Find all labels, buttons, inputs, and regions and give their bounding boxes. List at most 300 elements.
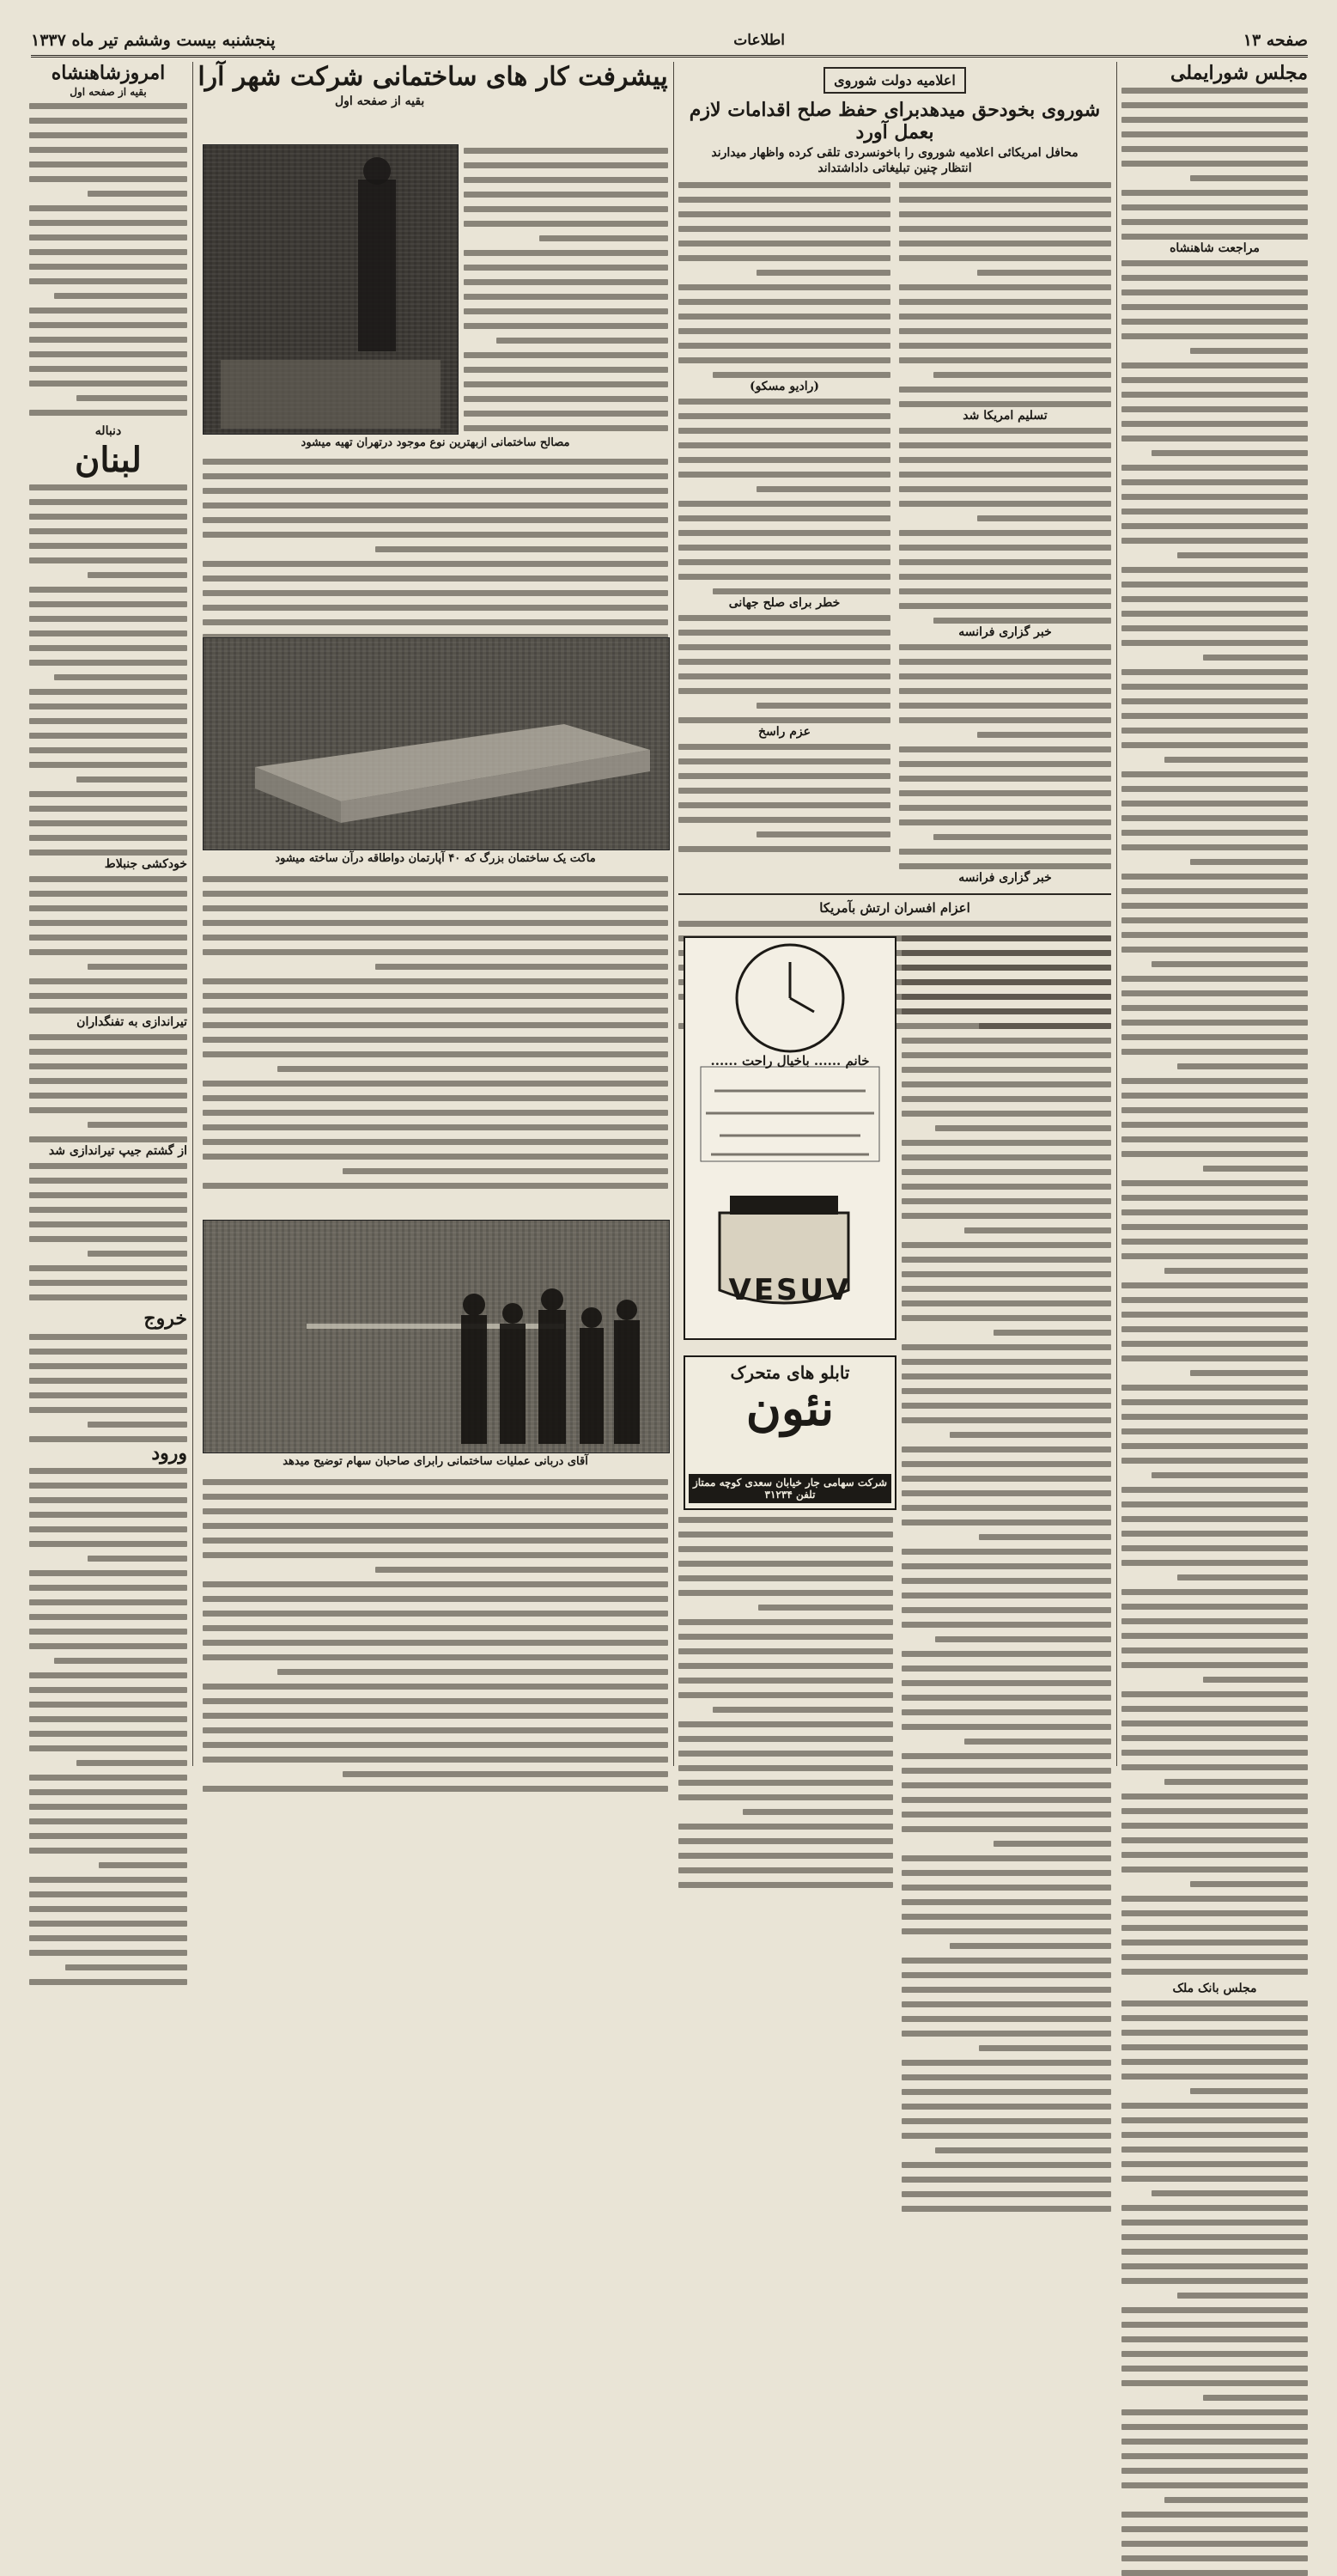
text-line — [899, 241, 1111, 247]
text-line — [203, 1757, 668, 1763]
continuation-label: دنباله — [94, 424, 122, 439]
text-line — [464, 411, 668, 417]
text-line — [29, 132, 187, 138]
text-line — [1121, 406, 1308, 412]
text-line — [899, 387, 1111, 393]
text-line — [902, 1928, 1111, 1934]
text-line — [678, 688, 890, 694]
text-line — [203, 920, 668, 926]
text-line — [29, 630, 187, 636]
text-line — [1121, 1326, 1308, 1332]
text-line — [29, 264, 187, 270]
text-line — [29, 1906, 187, 1912]
text-line — [1121, 1443, 1308, 1449]
text-line — [899, 343, 1111, 349]
text-line — [678, 211, 890, 217]
column-rule — [1116, 62, 1117, 1766]
soviet-statement-box: اعلامیه دولت شوروی — [823, 67, 966, 94]
text-line — [1121, 1487, 1308, 1493]
text-line — [29, 850, 187, 856]
text-line — [678, 1663, 893, 1669]
text-line — [203, 473, 668, 479]
text-line — [678, 1721, 893, 1727]
text-line — [678, 1867, 893, 1873]
text-line — [203, 1684, 668, 1690]
text-line — [1121, 844, 1308, 850]
text-line — [277, 1066, 668, 1072]
text-line — [1121, 1355, 1308, 1361]
text-line — [1121, 523, 1308, 529]
caption-model: ماکت یک ساختمان بزرگ که ۴۰ آپارتمان دواطاقه درآن ساخته میشود — [275, 852, 596, 865]
text-line — [29, 1349, 187, 1355]
text-line — [902, 935, 1111, 941]
text-line — [902, 1271, 1111, 1277]
text-line — [464, 162, 668, 168]
continued-note-left: بقیه از صفحه اول — [70, 86, 147, 99]
text-line — [1121, 161, 1308, 167]
text-line — [1121, 771, 1308, 777]
text-line — [88, 191, 187, 197]
text-line — [899, 588, 1111, 594]
text-line — [902, 1958, 1111, 1964]
text-line — [1121, 1560, 1308, 1566]
text-line — [203, 1139, 668, 1145]
text-line — [203, 1786, 668, 1792]
headline-soviet: شوروی بخودحق میدهدبرای حفظ صلح اقدامات لازم بعمل آورد — [689, 99, 1101, 144]
text-line — [1121, 640, 1308, 646]
text-line — [29, 1468, 187, 1474]
text-line — [902, 1724, 1111, 1730]
text-line — [1121, 1764, 1308, 1770]
headline-shahr-ara: پیشرفت کار های ساختمانی شرکت شهر آرا — [198, 62, 668, 92]
text-line — [29, 1265, 187, 1271]
text-block — [29, 873, 187, 1014]
text-line — [902, 1242, 1111, 1248]
text-line — [203, 1037, 668, 1043]
text-line — [1121, 947, 1308, 953]
text-line — [1121, 319, 1308, 325]
text-line — [29, 1789, 187, 1795]
text-line — [203, 1742, 668, 1748]
text-line — [1121, 289, 1308, 295]
text-block — [678, 612, 890, 723]
text-line — [902, 2016, 1111, 2022]
text-line — [29, 905, 187, 911]
text-line — [902, 1184, 1111, 1190]
text-line — [1152, 2190, 1308, 2196]
text-line — [29, 1392, 187, 1398]
text-line — [29, 528, 187, 534]
text-line — [203, 876, 668, 882]
ad-neon — [684, 1355, 896, 1510]
text-line — [29, 278, 187, 284]
text-line — [1121, 2249, 1308, 2255]
text-line — [277, 1669, 668, 1675]
text-line — [933, 618, 1111, 624]
text-line — [902, 1154, 1111, 1160]
text-line — [203, 1081, 668, 1087]
text-line — [678, 802, 890, 808]
text-line — [902, 2074, 1111, 2080]
text-line — [29, 835, 187, 841]
text-line — [203, 1581, 668, 1587]
text-line — [203, 619, 668, 625]
text-line — [902, 2162, 1111, 2168]
text-line — [464, 352, 668, 358]
text-line — [29, 410, 187, 416]
text-line — [902, 1373, 1111, 1379]
text-line — [1121, 275, 1308, 281]
text-line — [1121, 1399, 1308, 1405]
text-line — [902, 2191, 1111, 2197]
text-line — [678, 1517, 893, 1523]
text-line — [994, 1841, 1111, 1847]
text-line — [1121, 1662, 1308, 1668]
text-line — [902, 2001, 1111, 2007]
text-line — [203, 1698, 668, 1704]
text-line — [29, 1833, 187, 1839]
text-block — [1121, 84, 1308, 240]
headline-lebanon: لبنان — [75, 440, 142, 481]
text-line — [899, 357, 1111, 363]
text-line — [678, 328, 890, 334]
column-rule — [673, 62, 674, 1766]
subhead-jumblatt: خودکشی جنبلاط — [104, 857, 187, 872]
text-line — [1121, 1195, 1308, 1201]
text-block — [1121, 257, 1308, 1975]
text-line — [203, 1183, 668, 1189]
text-line — [203, 605, 668, 611]
text-line — [29, 1512, 187, 1518]
text-line — [1121, 567, 1308, 573]
text-line — [1121, 2278, 1308, 2284]
text-line — [1121, 304, 1308, 310]
text-line — [29, 1334, 187, 1340]
text-line — [1121, 465, 1308, 471]
text-line — [29, 557, 187, 563]
text-line — [1190, 1881, 1308, 1887]
text-block — [899, 424, 1111, 624]
text-line — [203, 517, 668, 523]
text-line — [29, 1207, 187, 1213]
text-line — [1121, 1969, 1308, 1975]
text-line — [1121, 874, 1308, 880]
text-line — [1121, 131, 1308, 137]
text-line — [1164, 1779, 1308, 1785]
text-line — [678, 357, 890, 363]
text-line — [1121, 2015, 1308, 2021]
text-line — [1121, 234, 1308, 240]
text-line — [899, 863, 1111, 869]
text-line — [1121, 1691, 1308, 1697]
text-line — [203, 488, 668, 494]
column-majlis — [1121, 62, 1308, 1996]
text-line — [950, 1432, 1111, 1438]
text-line — [899, 717, 1111, 723]
text-line — [678, 1619, 893, 1625]
radio-moscow: (رادیو مسکو) — [749, 379, 820, 393]
text-line — [29, 949, 187, 955]
text-line — [1121, 1078, 1308, 1084]
text-line — [29, 103, 187, 109]
text-line — [29, 718, 187, 724]
text-line — [203, 978, 668, 984]
text-line — [678, 530, 890, 536]
headline-shahanshah: امروزشاهنشاه — [51, 62, 166, 84]
text-line — [1121, 596, 1308, 602]
text-line — [935, 2147, 1111, 2153]
text-line — [1121, 479, 1308, 485]
text-line — [899, 457, 1111, 463]
text-line — [203, 575, 668, 582]
text-line — [1164, 757, 1308, 763]
headline-majlis: مجلس شورایملی — [1170, 62, 1308, 84]
subhead-afp-2: خبر گزاری فرانسه — [958, 870, 1052, 885]
text-line — [1121, 2205, 1308, 2211]
text-line — [29, 616, 187, 622]
text-line — [29, 1599, 187, 1605]
text-line — [29, 161, 187, 167]
text-line — [1121, 1735, 1308, 1741]
text-line — [1121, 582, 1308, 588]
text-line — [902, 1300, 1111, 1306]
text-line — [977, 270, 1111, 276]
text-line — [1121, 2453, 1308, 2459]
text-line — [1121, 1531, 1308, 1537]
text-line — [1121, 1093, 1308, 1099]
text-line — [1121, 932, 1308, 938]
text-line — [1121, 1793, 1308, 1800]
text-line — [678, 1882, 893, 1888]
text-line — [902, 1870, 1111, 1876]
text-line — [203, 1494, 668, 1500]
text-line — [1121, 742, 1308, 748]
text-line — [678, 241, 890, 247]
text-line — [464, 250, 668, 256]
text-line — [29, 876, 187, 882]
text-line — [29, 543, 187, 549]
text-line — [899, 659, 1111, 665]
text-line — [678, 1736, 893, 1742]
text-line — [464, 367, 668, 373]
text-line — [902, 1768, 1111, 1774]
text-line — [1121, 1618, 1308, 1624]
text-line — [29, 1497, 187, 1503]
text-line — [678, 817, 890, 823]
text-line — [678, 428, 890, 434]
text-line — [678, 1678, 893, 1684]
text-line — [1121, 917, 1308, 923]
text-line — [899, 819, 1111, 825]
text-line — [29, 978, 187, 984]
text-block — [899, 179, 1111, 407]
text-line — [933, 372, 1111, 378]
vesuv-tagline: خانم ...... باخیال راحت ...... — [710, 1053, 870, 1069]
text-block — [902, 932, 1111, 2212]
text-line — [29, 220, 187, 226]
text-line — [29, 234, 187, 241]
text-line — [678, 659, 890, 665]
text-line — [678, 299, 890, 305]
text-line — [1121, 2409, 1308, 2415]
text-line — [29, 351, 187, 357]
text-line — [464, 396, 668, 402]
text-line — [1121, 1867, 1308, 1873]
text-line — [1164, 1268, 1308, 1274]
text-line — [1121, 2555, 1308, 2561]
subhead-shah-return: مراجعت شاهنشاه — [1170, 241, 1260, 256]
text-line — [1121, 728, 1308, 734]
text-line — [1177, 552, 1308, 558]
text-line — [1121, 204, 1308, 210]
text-line — [1121, 146, 1308, 152]
text-line — [902, 1140, 1111, 1146]
text-line — [1121, 1136, 1308, 1142]
text-line — [375, 964, 668, 970]
text-line — [29, 1702, 187, 1708]
text-line — [29, 1585, 187, 1591]
text-line — [203, 1654, 668, 1660]
text-line — [902, 1081, 1111, 1087]
text-line — [902, 2031, 1111, 2037]
text-line — [29, 381, 187, 387]
text-line — [29, 820, 187, 826]
text-line — [899, 603, 1111, 609]
text-line — [464, 221, 668, 227]
text-line — [1203, 2395, 1308, 2401]
text-line — [29, 762, 187, 768]
text-line — [899, 442, 1111, 448]
text-line — [29, 1541, 187, 1547]
text-line — [29, 1093, 187, 1099]
caption-materials: مصالح ساختمانی ازبهترین نوع موجود درتهران تهیه میشود — [301, 436, 570, 449]
text-line — [1121, 2234, 1308, 2240]
text-line — [464, 381, 668, 387]
text-line — [1121, 786, 1308, 792]
text-line — [678, 413, 890, 419]
text-line — [203, 459, 668, 465]
text-line — [902, 2177, 1111, 2183]
text-block — [899, 641, 1111, 869]
text-line — [1121, 219, 1308, 225]
text-block — [29, 100, 187, 416]
text-line — [678, 1532, 893, 1538]
text-line — [1121, 815, 1308, 821]
text-line — [1121, 2482, 1308, 2488]
text-line — [464, 177, 668, 183]
text-line — [203, 1596, 668, 1602]
text-line — [1121, 1604, 1308, 1610]
subhead-jeep: از گشتم جیپ تیراندازی شد — [48, 1144, 187, 1159]
text-line — [902, 1461, 1111, 1467]
text-line — [1121, 2380, 1308, 2386]
text-line — [1190, 2088, 1308, 2094]
text-line — [29, 660, 187, 666]
text-line — [29, 1049, 187, 1055]
text-line — [54, 674, 187, 680]
text-line — [678, 457, 890, 463]
text-line — [29, 1643, 187, 1649]
text-line — [678, 744, 890, 750]
text-line — [678, 255, 890, 261]
text-line — [1121, 2570, 1308, 2576]
text-line — [899, 486, 1111, 492]
text-line — [1121, 669, 1308, 675]
column-left — [29, 62, 187, 1766]
text-line — [902, 979, 1111, 985]
subhead-bank: مجلس بانک ملک — [1172, 1982, 1257, 1996]
text-line — [1152, 961, 1308, 967]
text-line — [678, 1824, 893, 1830]
text-line — [1121, 494, 1308, 500]
text-line — [203, 1523, 668, 1529]
text-block — [678, 740, 890, 852]
text-line — [29, 1745, 187, 1751]
text-line — [1121, 1706, 1308, 1712]
text-line — [1121, 625, 1308, 631]
text-line — [902, 1914, 1111, 1920]
text-line — [29, 1078, 187, 1084]
text-line — [88, 1556, 187, 1562]
text-line — [678, 1780, 893, 1786]
text-line — [902, 1855, 1111, 1861]
text-line — [899, 703, 1111, 709]
text-line — [899, 849, 1111, 855]
text-line — [1121, 1151, 1308, 1157]
text-line — [678, 1838, 893, 1844]
text-line — [29, 1848, 187, 1854]
text-line — [1121, 2059, 1308, 2065]
text-line — [902, 1052, 1111, 1058]
text-line — [203, 1552, 668, 1558]
text-line — [1121, 102, 1308, 108]
text-line — [899, 746, 1111, 752]
text-line — [29, 1221, 187, 1227]
text-line — [979, 1023, 1111, 1029]
text-line — [899, 401, 1111, 407]
text-line — [29, 1629, 187, 1635]
text-line — [678, 399, 890, 405]
text-line — [678, 1546, 893, 1552]
text-line — [1121, 1312, 1308, 1318]
text-line — [1121, 684, 1308, 690]
text-line — [29, 308, 187, 314]
text-line — [1121, 2001, 1308, 2007]
text-line — [203, 502, 668, 509]
text-line — [678, 630, 890, 636]
text-line — [29, 1614, 187, 1620]
text-line — [1121, 2351, 1308, 2357]
text-line — [1121, 1823, 1308, 1829]
text-line — [29, 1107, 187, 1113]
text-line — [29, 1236, 187, 1242]
text-line — [29, 1950, 187, 1956]
text-line — [902, 1344, 1111, 1350]
headline-departure: خروج — [143, 1307, 187, 1331]
text-line — [29, 1979, 187, 1985]
text-block — [678, 1513, 893, 1888]
text-line — [29, 1877, 187, 1883]
text-line — [203, 905, 668, 911]
text-line — [899, 530, 1111, 536]
text-line — [29, 484, 187, 490]
text-line — [1121, 1239, 1308, 1245]
text-line — [29, 366, 187, 372]
text-block — [203, 1476, 668, 1792]
text-line — [935, 1636, 1111, 1642]
text-line — [902, 1563, 1111, 1569]
column-continued — [902, 932, 1111, 1766]
